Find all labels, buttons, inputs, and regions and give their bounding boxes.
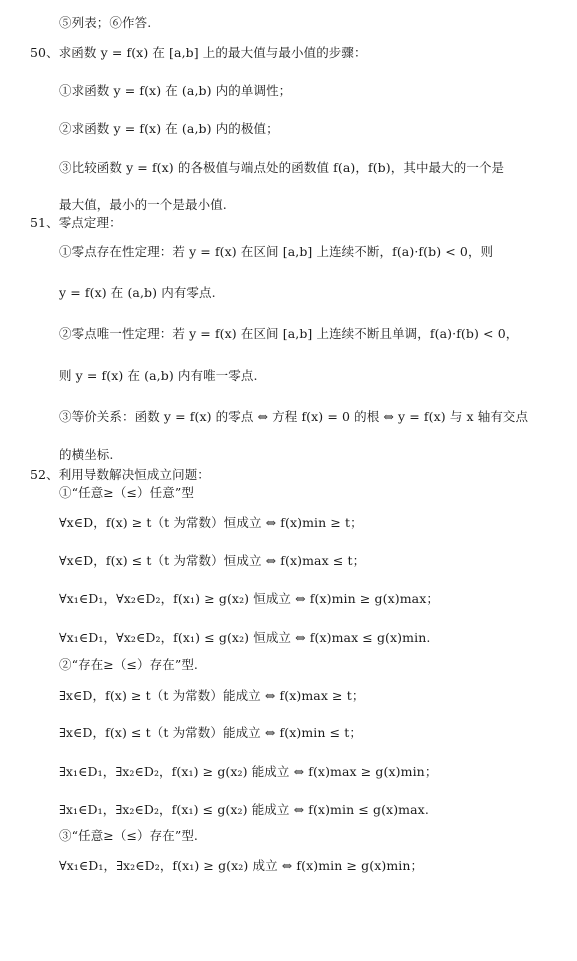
text-line: ②零点唯一性定理：若 y = f(x) 在区间 [a,b] 上连续不断且单调，f(a)·f(b) < 0， [59,326,519,341]
formula-line: ∃x∈D，f(x) ≥ t（t 为常数）能成立 ⇔ f(x)max ≥ t； [59,688,365,703]
text-line: 最大值，最小的一个是最小值. [59,197,227,212]
text-line: ①求函数 y = f(x) 在 (a,b) 内的单调性； [59,83,292,98]
formula-line: ∀x∈D，f(x) ≤ t（t 为常数）恒成立 ⇔ f(x)max ≤ t； [59,553,366,568]
text-line: 的横坐标. [59,447,114,462]
text-line: ②“存在≥（≤）存在”型. [59,657,199,672]
text-line: ③等价关系：函数 y = f(x) 的零点 ⇔ 方程 f(x) = 0 的根 ⇔ y = f(x) 与 x 轴有交点 [59,409,529,424]
formula-line: ∃x∈D，f(x) ≤ t（t 为常数）能成立 ⇔ f(x)min ≤ t； [59,725,362,740]
formula-line: ∀x₁∈D₁，∃x₂∈D₂，f(x₁) ≥ g(x₂) 成立 ⇔ f(x)min ≥ g(x)min； [59,858,424,873]
formula-line: ∀x₁∈D₁，∀x₂∈D₂，f(x₁) ≤ g(x₂) 恒成立 ⇔ f(x)max ≤ g(x)min. [59,630,431,645]
text-line: ①零点存在性定理：若 y = f(x) 在区间 [a,b] 上连续不断，f(a)·f(b) < 0，则 [59,244,494,259]
formula-line: ∀x₁∈D₁，∀x₂∈D₂，f(x₁) ≥ g(x₂) 恒成立 ⇔ f(x)min ≥ g(x)max； [59,591,439,606]
section-heading-51: 51、零点定理： [30,215,122,230]
text-line: ③“任意≥（≤）存在”型. [59,828,199,843]
text-line: 则 y = f(x) 在 (a,b) 内有唯一零点. [59,368,258,383]
section-heading-52: 52、利用导数解决恒成立问题： [30,467,210,482]
formula-line: ∃x₁∈D₁，∃x₂∈D₂，f(x₁) ≥ g(x₂) 能成立 ⇔ f(x)max ≥ g(x)min； [59,764,438,779]
text-line: y = f(x) 在 (a,b) 内有零点. [59,285,216,300]
section-heading-50: 50、求函数 y = f(x) 在 [a,b] 上的最大值与最小值的步骤： [30,45,367,60]
formula-line: ∀x∈D，f(x) ≥ t（t 为常数）恒成立 ⇔ f(x)min ≥ t； [59,515,363,530]
formula-line: ∃x₁∈D₁，∃x₂∈D₂，f(x₁) ≤ g(x₂) 能成立 ⇔ f(x)min ≤ g(x)max. [59,802,429,817]
text-line: ①“任意≥（≤）任意”型 [59,485,194,500]
text-line: ②求函数 y = f(x) 在 (a,b) 内的极值； [59,121,279,136]
text-line: ⑤列表；⑥作答. [59,15,152,30]
text-line: ③比较函数 y = f(x) 的各极值与端点处的函数值 f(a)，f(b)，其中最大的一个是 [59,160,505,175]
